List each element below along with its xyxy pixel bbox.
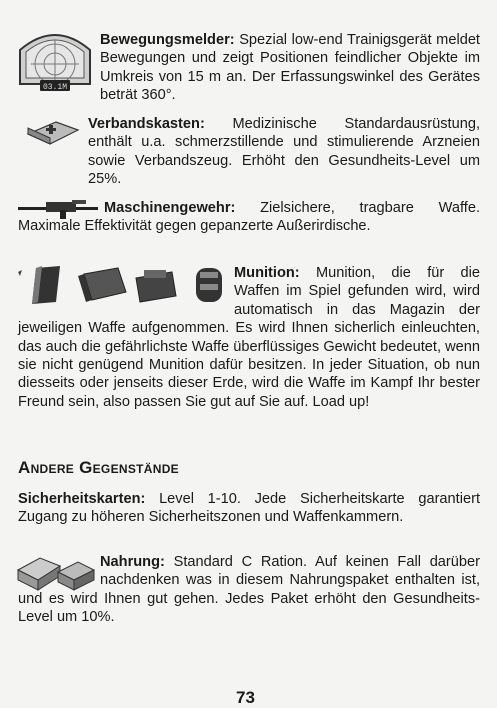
entry-sicherheitskarten <box>18 490 480 527</box>
entry-munition <box>18 264 480 411</box>
entry-text: Spezial low-end Trainigsgerät meldet Bewegungen und zeigt Positionen feindlicher Objekte im Umkreis von 15 m an. Der Erfassungswinkel des Gerätes beträt 360°. <box>100 32 480 104</box>
entry-text: Zielsichere, tragbare Waffe. Maximale Effektivität gegen gepanzerte Außerirdische. <box>18 200 480 235</box>
entry-text: Medizinische Standardausrüstung, enthält u.a. schmerzstillende und stimulierende Arzneien sowie Verbandszeug. Erhöht den Gesundheits-Level um 25%. <box>88 116 480 188</box>
section-heading: Andere Gegenstände <box>18 458 179 477</box>
page-number: 73 <box>236 688 255 707</box>
entry-term: Maschinengewehr: <box>104 200 236 216</box>
entry-text: Munition, die für die Waffen im Spiel gefunden wird, wird automatisch in das Magazin der jeweiligen Waffe aufgenommen. Es wird Ihnen sicherlich einleuchten, das auch die gefährlichste Waffe überflüssiges Gewicht bedeutet, wenn sie nicht genügend Munition dafür besitzen. In jeder Situation, ob nun diesseits oder jenseits dieser Erde, wird die Waffe im Kampf Ihr bester Freund sein, also passen Sie gut auf Sie auf. Load up! <box>18 265 480 410</box>
entry-text: Level 1-10. Jede Sicherheitskarte garantiert Zugang zu höheren Sicherheitszonen und Waffenkammern. <box>18 491 480 526</box>
entry-verbandskasten <box>88 115 480 189</box>
entry-term: Bewegungsmelder: <box>100 32 235 48</box>
entry-term: Nahrung: <box>100 554 165 570</box>
tracker-readout: 03.1M <box>42 83 68 92</box>
entry-term: Munition: <box>234 265 300 281</box>
ration-spacer <box>18 553 100 587</box>
medkit-icon <box>22 116 82 146</box>
motion-tracker-icon <box>14 26 96 96</box>
entry-maschinengewehr <box>18 199 480 236</box>
entry-nahrung <box>18 553 480 627</box>
ammo-spacer <box>18 264 234 318</box>
entry-bewegungsmelder <box>100 31 480 105</box>
entry-term: Sicherheitskarten: <box>18 491 146 507</box>
entry-text: Standard C Ration. Auf keinen Fall darüber nachdenken was in diesem Nahrungspaket enthalten ist, und es wird Ihnen gut gehen. Jedes Paket erhöht den Gesundheits-Level um 10%. <box>18 554 480 626</box>
entry-term: Verbandskasten: <box>88 116 205 132</box>
